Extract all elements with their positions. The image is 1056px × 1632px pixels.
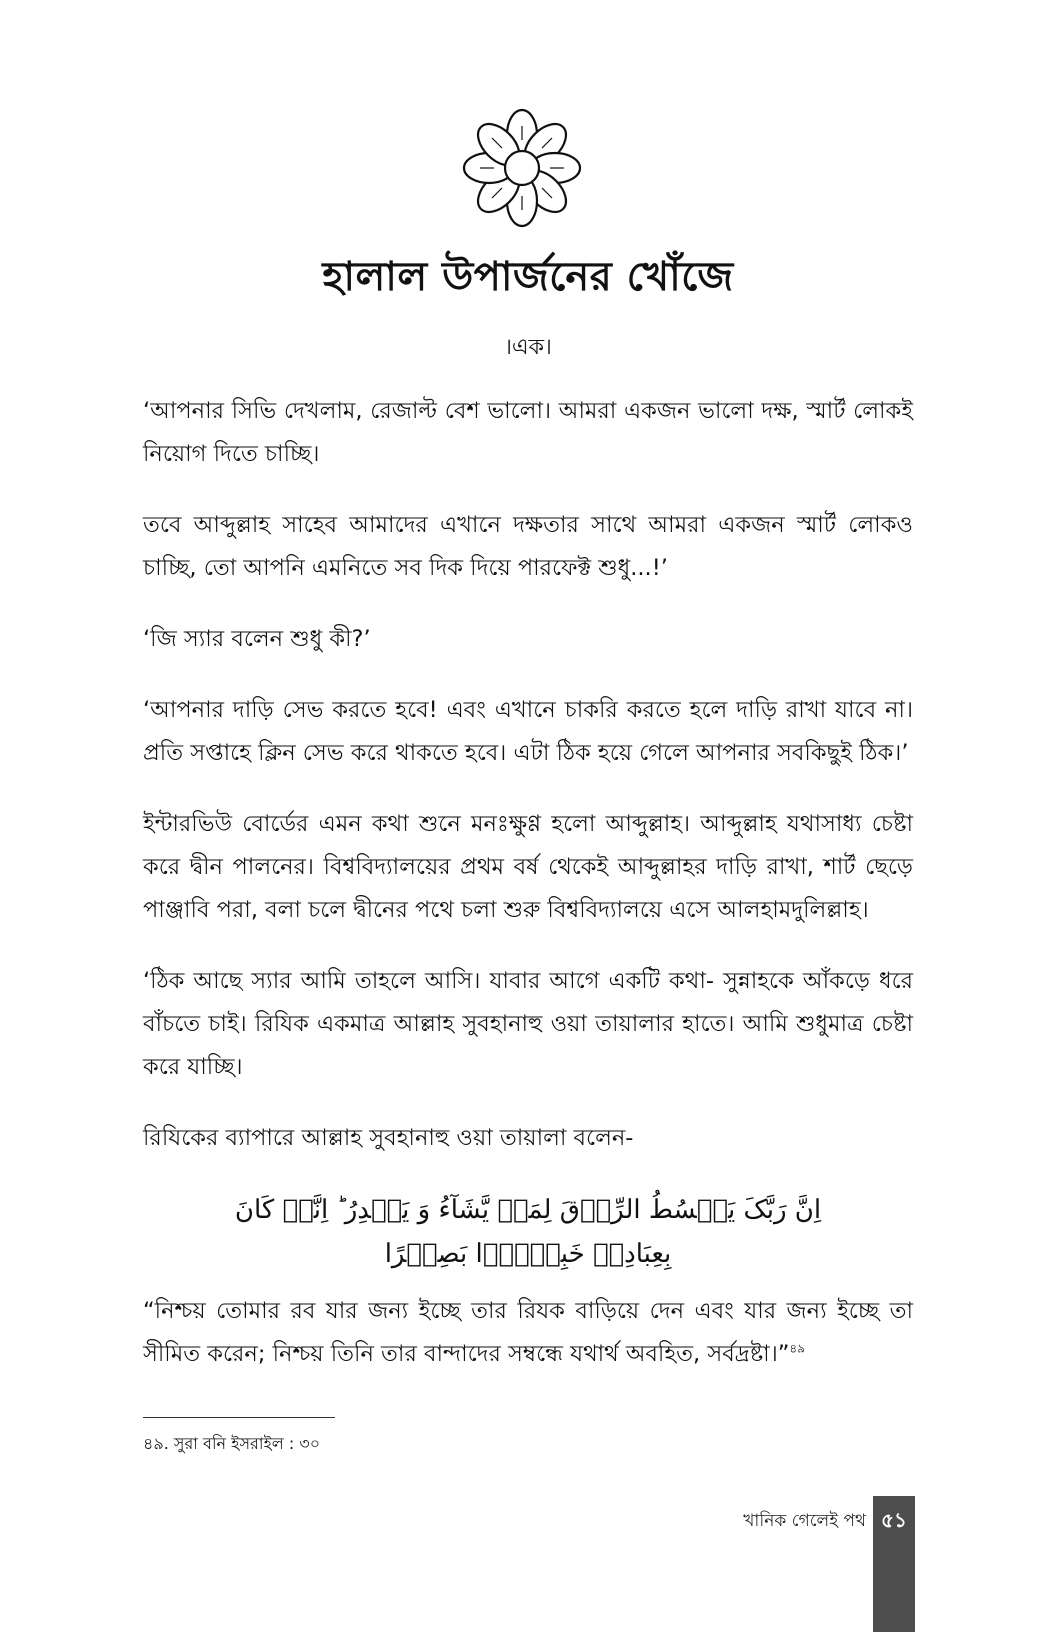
running-head: খানিক গেলেই পথ — [743, 1511, 866, 1531]
page-number: ৫১ — [881, 1508, 907, 1532]
paragraph: ‘ঠিক আছে স্যার আমি তাহলে আসি। যাবার আগে একটি কথা- সুন্নাহকে আঁকড়ে ধরে বাঁচতে চাই। রিযিক একমাত্র আল্লাহ সুবহানাহু ওয়া তায়ালার হাতে। আমি শুধুমাত্র চেষ্টা করে যাচ্ছি। — [143, 968, 913, 1080]
paragraph: ‘আপনার সিভি দেখলাম, রেজাল্ট বেশ ভালো। আমরা একজন ভালো দক্ষ, স্মার্ট লোকই নিয়োগ দিতে চাচ্ছি। — [143, 398, 913, 467]
paragraph: ‘জি স্যার বলেন শুধু কী?’ — [143, 626, 371, 652]
arabic-verse: اِنَّ رَبَّکَ یَبۡسُطُ الرِّزۡقَ لِمَنۡ یَّشَآءُ وَ یَقۡدِرُ ؕ اِنَّہٗ کَانَ بِعِبَادِہٖ خَبِیۡرًۢا بَصِیۡرًا — [234, 1195, 822, 1269]
translation-text: “নিশ্চয় তোমার রব যার জন্য ইচ্ছে তার রিযক বাড়িয়ে দেন এবং যার জন্য ইচ্ছে তা সীমিত করেন; নিশ্চয় তিনি তার বান্দাদের সম্বন্ধে যথার্থ অবহিত, সর্বদ্রষ্টা।” — [143, 1298, 913, 1367]
page-tab — [873, 1496, 915, 1632]
chapter-title: হালাল উপার্জনের খোঁজে — [322, 254, 734, 300]
section-marker: ।এক। — [504, 335, 552, 360]
footnote-reference[interactable]: ৪৯ — [789, 1341, 805, 1356]
paragraph: ‘আপনার দাড়ি সেভ করতে হবে! এবং এখানে চাকরি করতে হলে দাড়ি রাখা যাবে না। প্রতি সপ্তাহে ক্লিন সেভ করে থাকতে হবে। এটা ঠিক হয়ে গেলে আপনার সবকিছুই ঠিক।’ — [143, 697, 913, 766]
paragraph: ইন্টারভিউ বোর্ডের এমন কথা শুনে মনঃক্ষুণ্ণ হলো আব্দুল্লাহ। আব্দুল্লাহ যথাসাধ্য চেষ্টা করে দ্বীন পালনের। বিশ্ববিদ্যালয়ের প্রথম বর্ষ থেকেই আব্দুল্লাহর দাড়ি রাখা, শার্ট ছেড়ে পাঞ্জাবি পরা, বলা চলে দ্বীনের পথে চলা শুরু বিশ্ববিদ্যালয়ে এসে আলহামদুলিল্লাহ। — [143, 811, 913, 923]
translation — [143, 1290, 913, 1376]
body-text — [143, 390, 913, 1404]
footnote-divider — [143, 1417, 335, 1418]
paragraph: রিযিকের ব্যাপারে আল্লাহ সুবহানাহু ওয়া তায়ালা বলেন- — [143, 1125, 634, 1151]
footnote: ৪৯. সুরা বনি ইসরাইল : ৩০ — [143, 1434, 321, 1453]
flower-icon — [458, 104, 586, 232]
paragraph: তবে আব্দুল্লাহ সাহেব আমাদের এখানে দক্ষতার সাথে আমরা একজন স্মার্ট লোকও চাচ্ছি, তো আপনি এমনিতে সব দিক দিয়ে পারফেক্ট শুধু...!’ — [143, 512, 913, 581]
